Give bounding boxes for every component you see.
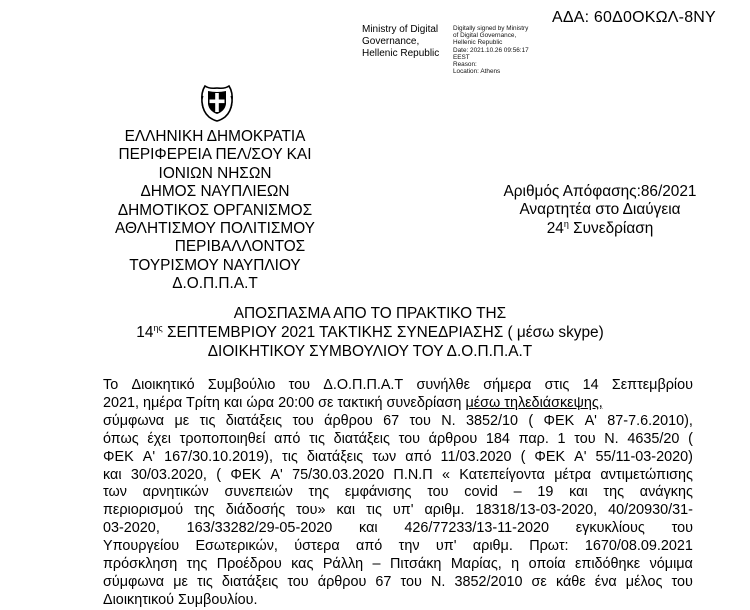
- title-session-text: ΣΕΠΤΕΜΒΡΙΟΥ 2021 ΤΑΚΤΙΚΗΣ ΣΥΝΕΔΡΙΑΣΗΣ ( μέσω skype): [167, 324, 604, 341]
- issuer-line: ΕΛΛΗΝΙΚΗ ΔΗΜΟΚΡΑΤΙΑ: [124, 128, 306, 145]
- session-word: Συνεδρίαση: [573, 219, 654, 237]
- body-text: όπως έχει τροποποιηθεί από τις διατάξεις του άρθρου 184 παρ. 1 του Ν. 4635/20 (: [103, 430, 693, 447]
- signature-line: EEST: [453, 53, 470, 61]
- issuer-line: ΠΕΡΙΦΕΡΕΙΑ ΠΕΛ/ΣΟΥ ΚΑΙ: [118, 146, 312, 164]
- body-line: [103, 395, 693, 413]
- body-line: [103, 538, 693, 556]
- decision-block: [480, 183, 720, 238]
- signer-block: [362, 24, 439, 60]
- body-line: [103, 377, 693, 395]
- body-text: των αρνητικών συνεπειών της εμφάνισης του covid – 19 και της ανάγκης: [103, 484, 693, 501]
- session-ordinal: [480, 220, 720, 238]
- session-suffix: η: [563, 218, 569, 229]
- body-line: [103, 413, 693, 431]
- issuer-line: ΔΗΜΟΣ ΝΑΥΠΛΙΕΩΝ: [140, 183, 290, 201]
- issuer-line: ΙΟΝΙΩΝ ΝΗΣΩΝ: [158, 164, 272, 182]
- title-line-3: ΔΙΟΙΚΗΤΙΚΟΥ ΣΥΜΒΟΥΛΙΟΥ ΤΟΥ Δ.Ο.Π.Π.Α.Τ: [207, 343, 533, 360]
- document-title: [120, 304, 620, 361]
- body-text: 2021, ημέρα Τρίτη και ώρα 20:00 σε τακτική συνεδρίαση: [103, 394, 462, 411]
- signer-line: Hellenic Republic: [362, 48, 440, 59]
- signature-line: Reason:: [453, 61, 477, 69]
- signature-line: Date: 2021.10.26 09:56:17: [453, 46, 529, 54]
- body-text: και 30/03.2020, ( ΦΕΚ Α' 75/30.03.2020 Π.Ν.Π « Κατεπείγοντα μέτρα αντιμετώπισης: [103, 466, 693, 483]
- body-text: σύμφωνα με τις διατάξεις του άρθρου 67 του Ν. 3852/10 ( ΦΕΚ Α' 87-7.6.2010),: [103, 412, 693, 429]
- body-line: [103, 502, 693, 520]
- signer-line: Governance,: [362, 36, 420, 47]
- title-line-2: [120, 323, 620, 342]
- body-line: [103, 484, 693, 502]
- signature-line: Hellenic Republic: [453, 39, 503, 47]
- body-line: [103, 556, 693, 574]
- body-text: Το Διοικητικό Συμβούλιο του Δ.Ο.Π.Π.Α.Τ συνήλθε σήμερα στις 14 Σεπτεμβρίου: [103, 377, 693, 393]
- ada-code: ΑΔΑ: 60Δ0ΟΚΩΛ-8ΝΥ: [552, 9, 716, 26]
- issuer-line: ΠΕΡΙΒΑΛΛΟΝΤΟΣ: [174, 238, 306, 256]
- title-day-suffix: ης: [153, 322, 163, 333]
- body-text: ΦΕΚ Α' 167/30.10.2019), τις διατάξεις των από 11/03.2020 ( ΦΕΚ Α' 55/11-03-2020): [103, 448, 693, 465]
- signature-line: Location: Athens: [453, 68, 501, 76]
- issuer-line: Δ.Ο.Π.Π.Α.Τ: [172, 275, 258, 293]
- greek-emblem-icon: [199, 82, 235, 122]
- body-text: Διοικητικού Συμβουλίου.: [103, 591, 258, 608]
- body-line: [103, 431, 693, 449]
- signer-line: Ministry of Digital: [362, 24, 439, 35]
- title-line-1: ΑΠΟΣΠΑΣΜΑ ΑΠΟ ΤΟ ΠΡΑΚΤΙΚΟ ΤΗΣ: [233, 305, 507, 322]
- signature-line: of Digital Governance,: [453, 32, 517, 40]
- diavgeia-posting: Αναρτητέα στο Διαύγεια: [519, 201, 681, 219]
- body-line: [103, 520, 693, 538]
- body-text: Υπουργείου Εσωτερικών, ύστερα από την υπ' αριθμ. Πρωτ: 1670/08.09.2021: [103, 538, 693, 555]
- issuer-line: ΤΟΥΡΙΣΜΟΥ ΝΑΥΠΛΙΟΥ: [129, 256, 301, 274]
- issuer-line: ΔΗΜΟΤΙΚΟΣ ΟΡΓΑΝΙΣΜΟΣ: [117, 201, 313, 219]
- body-line: [103, 449, 693, 467]
- issuer-line: ΑΘΛΗΤΙΣΜΟΥ ΠΟΛΙΤΙΣΜΟΥ: [115, 220, 315, 238]
- session-number: 24: [546, 219, 564, 237]
- body-text: 03-2020, 163/33282/29-05-2020 και 426/77233/13-11-2020 εγκυκλίους του: [103, 520, 693, 537]
- body-text: πρόσκληση της Προέδρου κας Ράλλη – Πιτσάκη Μαρίας, η οποία επιδόθηκε νόμιμα: [103, 556, 693, 573]
- decision-number: Αριθμός Απόφασης:86/2021: [503, 183, 697, 200]
- title-day: 14: [136, 324, 154, 341]
- digital-signature-details: [453, 25, 529, 75]
- signature-line: Digitally signed by Ministry: [453, 25, 529, 32]
- issuer-block: [100, 128, 330, 294]
- remote-meeting-underlined: μέσω τηλεδιάσκεψης,: [465, 394, 603, 411]
- body-line: [103, 467, 693, 485]
- body-paragraph: [103, 377, 693, 610]
- body-text: σύμφωνα με τις διατάξεις του άρθρου 67 του Ν. 3852/2010 σε κάθε ένα μέλος του: [103, 573, 693, 590]
- body-text: περιορισμού της διάδοσής του» και τις υπ' αριθμ. 18318/13-03-2020, 40/20930/31-: [103, 502, 693, 519]
- body-line: [103, 574, 693, 592]
- body-line: [103, 592, 693, 610]
